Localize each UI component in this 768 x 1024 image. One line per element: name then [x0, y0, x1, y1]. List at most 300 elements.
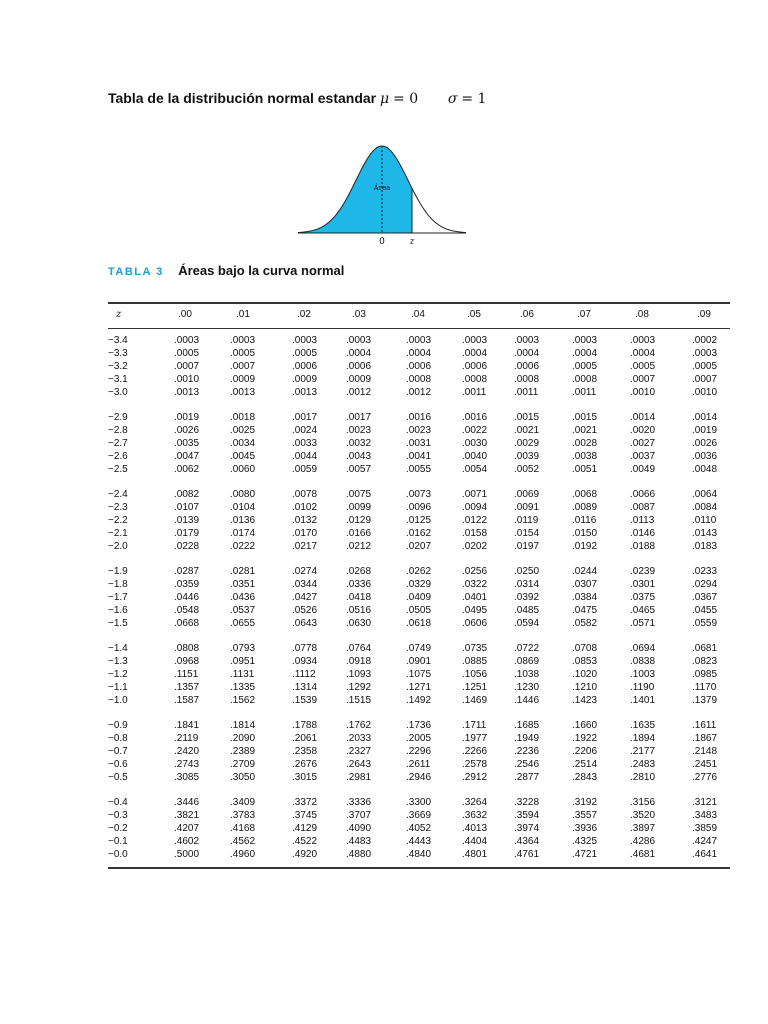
table-cell: .3015: [292, 772, 318, 783]
table-cell: .0009: [346, 374, 372, 385]
z-value: −3.2: [108, 361, 128, 372]
table-cell: .0029: [514, 438, 540, 449]
table-cell: .0571: [630, 618, 656, 629]
table-cell: .5000: [174, 849, 200, 860]
table-cell: .3557: [572, 810, 598, 821]
table-row: [108, 681, 730, 694]
table-cell: .4522: [292, 836, 318, 847]
table-cell: .0052: [514, 464, 540, 475]
table-cell: .4761: [514, 849, 540, 860]
table-cell: .0516: [346, 605, 372, 616]
header-col: .06: [520, 309, 534, 320]
table-cell: .1788: [292, 720, 318, 731]
table-cell: .1271: [406, 682, 432, 693]
row-group: [108, 642, 730, 719]
table-cell: .0344: [292, 579, 318, 590]
table-cell: .0985: [692, 669, 718, 680]
table-row: [108, 437, 730, 450]
table-cell: .4960: [230, 849, 256, 860]
table-cell: .0064: [692, 489, 718, 500]
table-cell: .0011: [514, 387, 539, 398]
z-value: −2.0: [108, 541, 128, 552]
table-cell: .2981: [346, 772, 372, 783]
table-cell: .0104: [230, 502, 256, 513]
table-cell: .3669: [406, 810, 432, 821]
table-cell: .0004: [346, 348, 372, 359]
z-value: −0.9: [108, 720, 128, 731]
table-cell: .0003: [230, 335, 256, 346]
z-value: −1.3: [108, 656, 128, 667]
table-cell: .0075: [346, 489, 372, 500]
table-cell: .2266: [462, 746, 488, 757]
table-cell: .1131: [230, 669, 255, 680]
table-cell: .3409: [230, 797, 256, 808]
table-cell: .2912: [462, 772, 488, 783]
table-cell: .0188: [630, 541, 656, 552]
table-cell: .1379: [692, 695, 718, 706]
table-cell: .4129: [292, 823, 318, 834]
table-cell: .0025: [230, 425, 256, 436]
row-group: [108, 411, 730, 488]
table-cell: .0020: [630, 425, 656, 436]
table-cell: .3050: [230, 772, 256, 783]
table-cell: .0023: [346, 425, 372, 436]
table-cell: .0122: [462, 515, 488, 526]
table-cell: .2327: [346, 746, 372, 757]
table-cell: .1762: [346, 720, 372, 731]
table-cell: .0028: [572, 438, 598, 449]
mu-value: = 0: [393, 91, 419, 107]
table-cell: .0384: [572, 592, 598, 603]
table-cell: .0367: [692, 592, 718, 603]
table-row: [108, 527, 730, 540]
z-value: −3.4: [108, 335, 128, 346]
table-cell: .0668: [174, 618, 200, 629]
table-cell: .0158: [462, 528, 488, 539]
row-group: [108, 565, 730, 642]
table-cell: .0008: [406, 374, 432, 385]
table-cell: .0005: [572, 361, 598, 372]
table-cell: .3783: [230, 810, 256, 821]
table-cell: .0735: [462, 643, 488, 654]
table-cell: .4602: [174, 836, 200, 847]
table-body: [108, 334, 730, 873]
z-table: [108, 302, 730, 860]
table-row: [108, 373, 730, 386]
table-cell: .0010: [692, 387, 718, 398]
table-cell: .0034: [230, 438, 256, 449]
table-cell: .0039: [514, 451, 540, 462]
table-cell: .2546: [514, 759, 540, 770]
table-cell: .0681: [692, 643, 718, 654]
table-cell: .2611: [406, 759, 431, 770]
table-cell: .0040: [462, 451, 488, 462]
table-cell: .0003: [462, 335, 488, 346]
table-cell: .2420: [174, 746, 200, 757]
table-cell: .1170: [692, 682, 717, 693]
table-cell: .0037: [630, 451, 656, 462]
table-cell: .0793: [230, 643, 256, 654]
table-cell: .0012: [346, 387, 372, 398]
table-cell: .0418: [346, 592, 372, 603]
table-cell: .0080: [230, 489, 256, 500]
table-header-row: [108, 302, 730, 328]
table-cell: .1736: [406, 720, 432, 731]
table-cell: .0708: [572, 643, 598, 654]
table-cell: .0179: [174, 528, 200, 539]
table-cell: .1003: [630, 669, 656, 680]
table-cell: .0630: [346, 618, 372, 629]
table-cell: .0019: [692, 425, 718, 436]
table-cell: .0256: [462, 566, 488, 577]
z-value: −0.6: [108, 759, 128, 770]
table-cell: .0968: [174, 656, 200, 667]
table-row: [108, 694, 730, 707]
table-cell: .0022: [462, 425, 488, 436]
z-value: −2.6: [108, 451, 128, 462]
table-cell: .0013: [230, 387, 256, 398]
table-cell: .1867: [692, 733, 718, 744]
table-cell: .0375: [630, 592, 656, 603]
z-value: −0.7: [108, 746, 128, 757]
table-cell: .0030: [462, 438, 488, 449]
table-cell: .0009: [230, 374, 256, 385]
table-cell: .4562: [230, 836, 256, 847]
table-cell: .0006: [514, 361, 540, 372]
table-row: [108, 732, 730, 745]
table-cell: .2709: [230, 759, 256, 770]
table-cell: .1660: [572, 720, 598, 731]
z-value: −1.8: [108, 579, 128, 590]
table-cell: .0505: [406, 605, 432, 616]
table-row: [108, 488, 730, 501]
row-group: [108, 719, 730, 796]
table-cell: .0233: [692, 566, 718, 577]
table-cell: .0329: [406, 579, 432, 590]
table-cell: .1635: [630, 720, 656, 731]
table-row: [108, 642, 730, 655]
table-cell: .4052: [406, 823, 432, 834]
table-cell: .2843: [572, 772, 598, 783]
table-cell: .1611: [692, 720, 717, 731]
shaded-area: [298, 146, 412, 233]
normal-curve-figure: [296, 138, 468, 250]
table-cell: .0006: [346, 361, 372, 372]
z-value: −0.3: [108, 810, 128, 821]
z-value: −1.0: [108, 695, 128, 706]
table-cell: .0089: [572, 502, 598, 513]
table-cell: .0003: [572, 335, 598, 346]
table-row: [108, 835, 730, 848]
table-cell: .0250: [514, 566, 540, 577]
table-cell: .0004: [462, 348, 488, 359]
table-row: [108, 745, 730, 758]
table-cell: .3632: [462, 810, 488, 821]
table-cell: .0033: [292, 438, 318, 449]
table-cell: .0222: [230, 541, 256, 552]
table-row: [108, 809, 730, 822]
table-cell: .2005: [406, 733, 432, 744]
table-cell: .4721: [572, 849, 598, 860]
table-cell: .0143: [692, 528, 718, 539]
table-cell: .0102: [292, 502, 318, 513]
table-cell: .2296: [406, 746, 432, 757]
table-cell: .3372: [292, 797, 318, 808]
table-cell: .0062: [174, 464, 200, 475]
table-cell: .0125: [406, 515, 432, 526]
table-cell: .0008: [462, 374, 488, 385]
table-cell: .3192: [572, 797, 598, 808]
table-cell: .0119: [514, 515, 539, 526]
table-cell: .3156: [630, 797, 656, 808]
table-cell: .1949: [514, 733, 540, 744]
table-cell: .0427: [292, 592, 318, 603]
table-cell: .0066: [630, 489, 656, 500]
table-cell: .0060: [230, 464, 256, 475]
table-cell: .0217: [292, 541, 318, 552]
z-value: −0.5: [108, 772, 128, 783]
table-cell: .3264: [462, 797, 488, 808]
table-cell: .3483: [692, 810, 718, 821]
z-value: −1.2: [108, 669, 128, 680]
table-cell: .1814: [230, 720, 256, 731]
table-cell: .0139: [174, 515, 200, 526]
zero-label: 0: [379, 237, 385, 247]
table-cell: .1469: [462, 695, 488, 706]
table-cell: .0005: [692, 361, 718, 372]
table-cell: .0268: [346, 566, 372, 577]
table-cell: .2877: [514, 772, 540, 783]
table-cell: .0014: [692, 412, 718, 423]
table-cell: .0005: [292, 348, 318, 359]
table-cell: .0901: [406, 656, 432, 667]
header-col: .07: [577, 309, 591, 320]
sigma-symbol: σ: [447, 91, 458, 107]
table-cell: .0174: [230, 528, 256, 539]
table-cell: .0008: [572, 374, 598, 385]
table-cell: .0244: [572, 566, 598, 577]
table-cell: .0582: [572, 618, 598, 629]
table-cell: .1515: [346, 695, 372, 706]
table-cell: .3707: [346, 810, 372, 821]
table-cell: .4404: [462, 836, 488, 847]
table-cell: .1711: [462, 720, 487, 731]
table-cell: .2946: [406, 772, 432, 783]
table-cell: .0091: [514, 502, 540, 513]
table-cell: .0129: [346, 515, 372, 526]
table-cell: .0018: [230, 412, 256, 423]
table-cell: .0044: [292, 451, 318, 462]
table-cell: .3085: [174, 772, 200, 783]
table-cell: .3821: [174, 810, 200, 821]
table-cell: .0154: [514, 528, 540, 539]
page-title: [108, 90, 486, 107]
table-cell: .1894: [630, 733, 656, 744]
table-cell: .0170: [292, 528, 318, 539]
z-value: −2.9: [108, 412, 128, 423]
table-cell: .0281: [230, 566, 256, 577]
table-cell: .0013: [174, 387, 200, 398]
table-cell: .0026: [692, 438, 718, 449]
table-cell: .1230: [514, 682, 540, 693]
table-cell: .2389: [230, 746, 256, 757]
table-row: [108, 668, 730, 681]
table-cell: .4207: [174, 823, 200, 834]
table-row: [108, 334, 730, 347]
table-row: [108, 591, 730, 604]
table-cell: .0069: [514, 489, 540, 500]
table-cell: .0019: [174, 412, 200, 423]
table-cell: .1335: [230, 682, 256, 693]
table-cell: .0722: [514, 643, 540, 654]
table-cell: .1401: [630, 695, 656, 706]
table-cell: .1151: [174, 669, 199, 680]
table-cell: .3594: [514, 810, 540, 821]
table-cell: .0005: [630, 361, 656, 372]
table-cell: .0027: [630, 438, 656, 449]
table-cell: .0038: [572, 451, 598, 462]
header-col: .00: [178, 309, 192, 320]
table-row: [108, 617, 730, 630]
z-value: −0.2: [108, 823, 128, 834]
table-cell: .0003: [692, 348, 718, 359]
table-cell: .0885: [462, 656, 488, 667]
header-col: .09: [697, 309, 711, 320]
z-value: −1.9: [108, 566, 128, 577]
table-cell: .4840: [406, 849, 432, 860]
table-cell: .0003: [346, 335, 372, 346]
table-cell: .0006: [406, 361, 432, 372]
table-cell: .4168: [230, 823, 256, 834]
table-cell: .0003: [292, 335, 318, 346]
z-value: −1.4: [108, 643, 128, 654]
table-cell: .2451: [692, 759, 718, 770]
table-row: [108, 463, 730, 476]
table-cell: .0082: [174, 489, 200, 500]
table-cell: .0606: [462, 618, 488, 629]
table-cell: .0162: [406, 528, 432, 539]
table-row: [108, 655, 730, 668]
table-cell: .0031: [406, 438, 432, 449]
table-cell: .0035: [174, 438, 200, 449]
header-col: .04: [411, 309, 425, 320]
table-row: [108, 565, 730, 578]
table-cell: .2206: [572, 746, 598, 757]
table-cell: .0009: [292, 374, 318, 385]
table-cell: .0007: [174, 361, 200, 372]
table-cell: .0023: [406, 425, 432, 436]
table-row: [108, 771, 730, 784]
table-cell: .0951: [230, 656, 256, 667]
table-cell: .3300: [406, 797, 432, 808]
table-cell: .0048: [692, 464, 718, 475]
z-label: z: [409, 237, 415, 247]
table-cell: .0409: [406, 592, 432, 603]
table-cell: .1357: [174, 682, 200, 693]
table-cell: .0005: [230, 348, 256, 359]
table-cell: .0113: [630, 515, 655, 526]
table-cell: .0838: [630, 656, 656, 667]
table-cell: .3936: [572, 823, 598, 834]
table-cell: .0021: [514, 425, 540, 436]
z-value: −0.4: [108, 797, 128, 808]
z-value: −2.2: [108, 515, 128, 526]
table-row: [108, 604, 730, 617]
table-row: [108, 411, 730, 424]
table-cell: .0024: [292, 425, 318, 436]
table-cell: .0559: [692, 618, 718, 629]
mu-symbol: μ: [380, 91, 390, 107]
table-cell: .2743: [174, 759, 200, 770]
table-cell: .0166: [346, 528, 372, 539]
table-cell: .3336: [346, 797, 372, 808]
table-cell: .2148: [692, 746, 718, 757]
table-cell: .4801: [462, 849, 488, 860]
table-cell: .0643: [292, 618, 318, 629]
table-cell: .0239: [630, 566, 656, 577]
table-cell: .0013: [292, 387, 318, 398]
table-cell: .0003: [174, 335, 200, 346]
table-row: [108, 822, 730, 835]
table-cell: .0934: [292, 656, 318, 667]
table-cell: .2643: [346, 759, 372, 770]
table-cell: .1841: [174, 720, 200, 731]
table-cell: .0007: [630, 374, 656, 385]
table-cell: .0004: [630, 348, 656, 359]
table-cell: .0041: [406, 451, 432, 462]
table-cell: .2236: [514, 746, 540, 757]
table-cell: .0005: [174, 348, 200, 359]
table-cell: .0655: [230, 618, 256, 629]
table-cell: .0192: [572, 541, 598, 552]
table-cell: .4880: [346, 849, 372, 860]
table-cell: .0004: [406, 348, 432, 359]
table-caption: [108, 262, 344, 280]
table-cell: .4325: [572, 836, 598, 847]
table-row: [108, 796, 730, 809]
table-cell: .1492: [406, 695, 432, 706]
table-cell: .0010: [630, 387, 656, 398]
table-cell: .2676: [292, 759, 318, 770]
table-cell: .0465: [630, 605, 656, 616]
table-cell: .0054: [462, 464, 488, 475]
table-cell: .0008: [514, 374, 540, 385]
table-cell: .4641: [692, 849, 718, 860]
table-cell: .0057: [346, 464, 372, 475]
table-cell: .0003: [630, 335, 656, 346]
table-row: [108, 360, 730, 373]
table-cell: .0351: [230, 579, 256, 590]
table-cell: .3897: [630, 823, 656, 834]
table-cell: .0004: [514, 348, 540, 359]
table-cell: .4443: [406, 836, 432, 847]
table-cell: .1446: [514, 695, 540, 706]
table-cell: .0749: [406, 643, 432, 654]
table-cell: .0004: [572, 348, 598, 359]
table-cell: .2061: [292, 733, 318, 744]
table-cell: .4090: [346, 823, 372, 834]
table-cell: .0099: [346, 502, 372, 513]
table-cell: .0036: [692, 451, 718, 462]
table-cell: .0003: [406, 335, 432, 346]
table-row: [108, 848, 730, 861]
table-cell: .1093: [346, 669, 372, 680]
table-cell: .1314: [292, 682, 318, 693]
table-cell: .1423: [572, 695, 598, 706]
table-cell: .0212: [346, 541, 372, 552]
table-cell: .3745: [292, 810, 318, 821]
table-cell: .0016: [462, 412, 488, 423]
